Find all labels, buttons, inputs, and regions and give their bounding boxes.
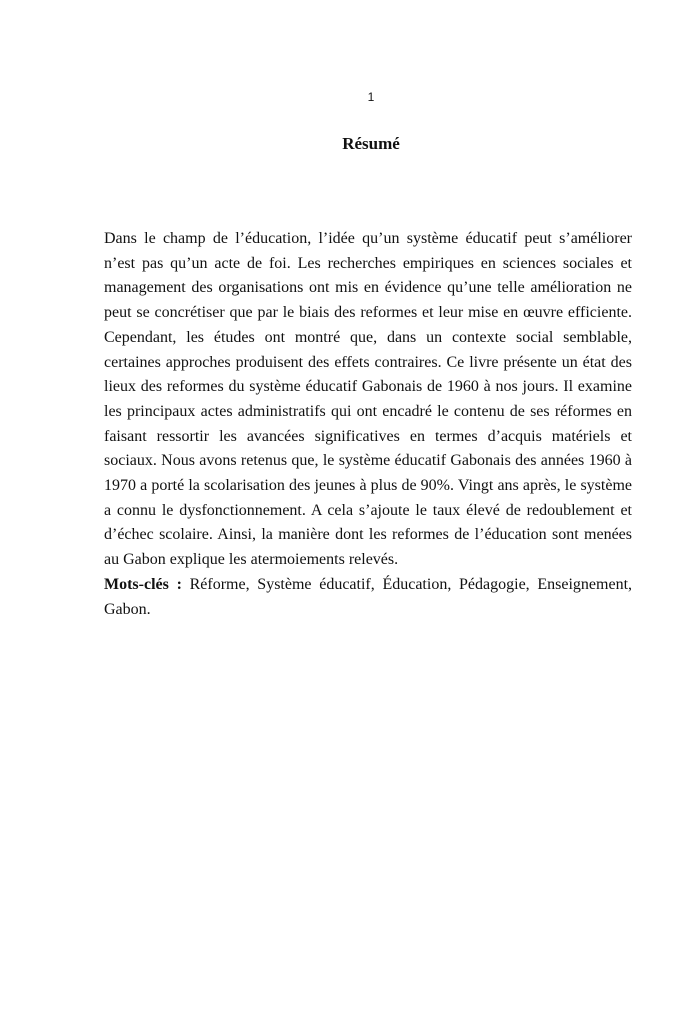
keywords-text: Réforme, Système éducatif, Éducation, Pédagogie, Enseignement, Gabon.	[104, 575, 633, 618]
abstract-section	[104, 227, 632, 622]
page-number: 1	[367, 90, 375, 104]
page-title: Résumé	[342, 134, 400, 153]
abstract-paragraph: Dans le champ de l’éducation, l’idée qu’un système éducatif peut s’améliorer n’est pas qu’un acte de foi. Les recherches empiriques en sciences sociales et management des organisations ont mis en évidence qu’une telle amélioration ne peut se concrétiser que par le biais des reformes et leur mise en œuvre efficiente. Cependant, les études ont montré que, dans un contexte social semblable, certaines approches produisent des effets contraires. Ce livre présente un état des lieux des reformes du système éducatif Gabonais de 1960 à nos jours. Il examine les principaux actes administratifs qui ont encadré le contenu de ses réformes en faisant ressortir les avancées significatives en termes d’acquis matériels et sociaux. Nous avons retenus que, le système éducatif Gabonais des années 1960 à 1970 a porté la scolarisation des jeunes à plus de 90%. Vingt ans après, le système a connu le dysfonctionnement. A cela s’ajoute le taux élevé de redoublement et d’échec scolaire. Ainsi, la manière dont les reformes de l’éducation sont menées au Gabon explique les atermoiements relevés.	[104, 230, 632, 569]
keywords-line	[104, 573, 632, 622]
keywords-label: Mots-clés :	[104, 575, 182, 593]
